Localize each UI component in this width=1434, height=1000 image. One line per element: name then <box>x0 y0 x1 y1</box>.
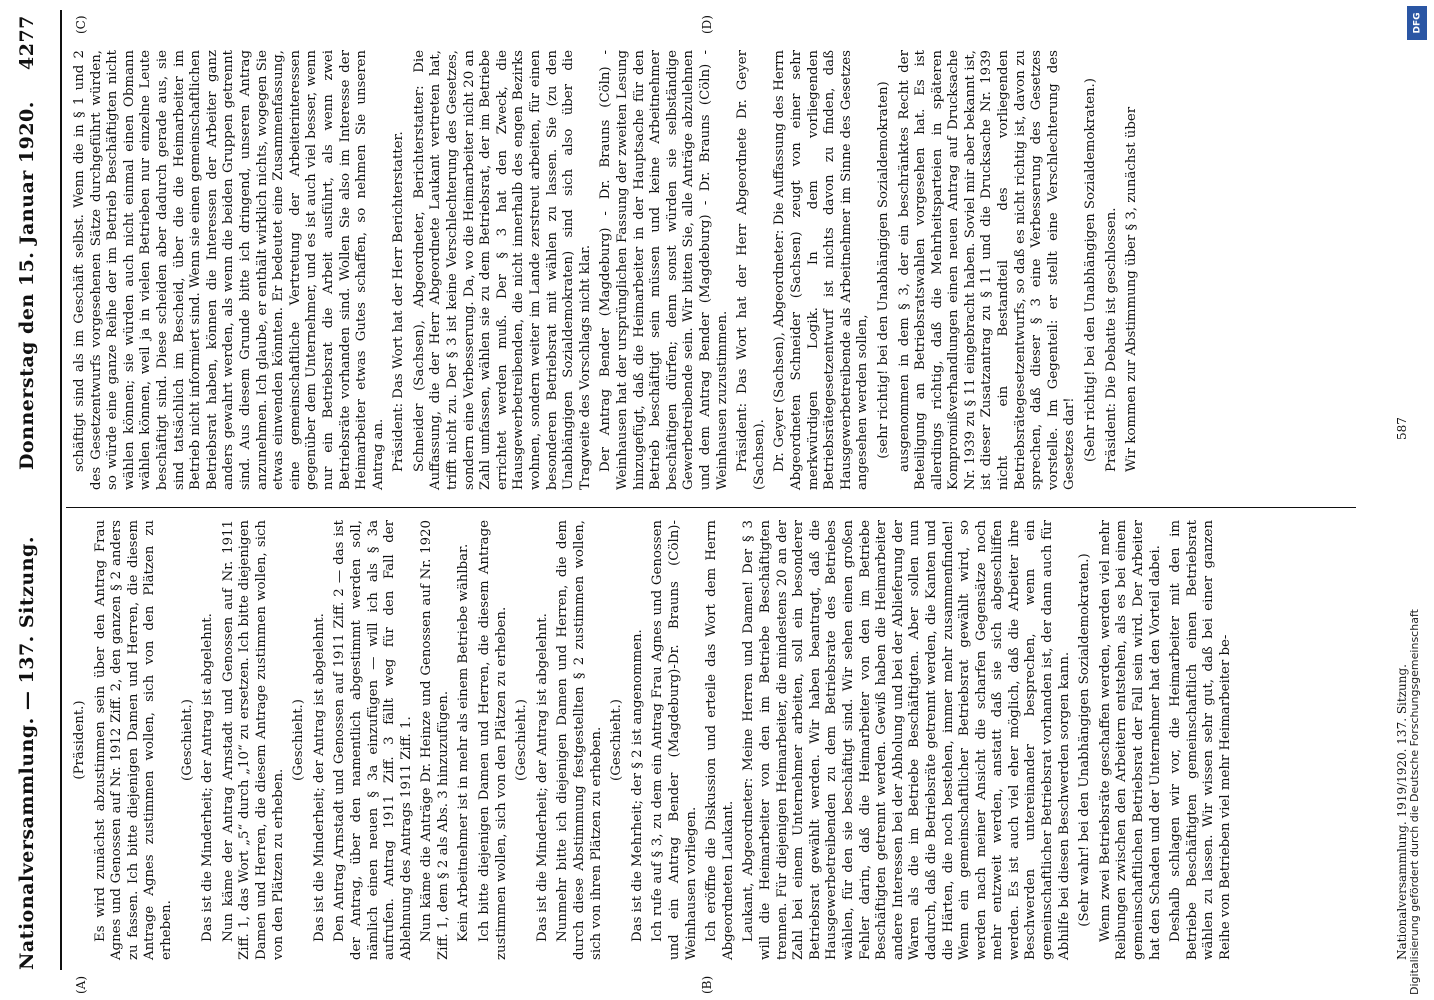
paragraph: Nun käme der Antrag Arnstadt und Genossen auf Nr. 1911 Ziff. 1, das Wort „5“ durch „10“ zu ersetzen. Ich bitte diejenigen Damen und Herren, die diesem Antrage zustimmen wollen, sich von den Plätzen zu erheben. <box>220 520 286 960</box>
paragraph: (sehr richtig! bei den Unabhängigen Sozialdemokraten) <box>875 81 891 459</box>
paragraph: Das ist die Minderheit; der Antrag ist abgelehnt. <box>200 613 216 942</box>
funding-note: Digitalisierung gefördert durch die Deutsche Forschungsgemeinschaft <box>1408 609 1421 995</box>
right-column <box>72 50 1145 490</box>
paragraph: Den Antrag Arnstadt und Genossen auf 1911 Ziff. 2 — das ist der Antrag, über den namentlich abgestimmt werden soll, nämlich einen neuen § 3a einzufügen — will ich als § 3a aufrufen. Antrag 1911 Ziff. 3 fällt weg für den Fall der Ablehnung des Antrags 1911 Ziff. 1. <box>332 520 414 960</box>
paragraph: Das ist die Minderheit; der Antrag ist abgelehnt. <box>311 613 327 942</box>
paragraph: Nun käme die Anträge Dr. Heinze und Genossen auf Nr. 1920 Ziff. 1, dem § 2 als Abs. 3 hinzuzufügen. <box>419 520 451 960</box>
paragraph: (Geschieht.) <box>514 699 530 781</box>
paragraph: Präsident: Das Wort hat der Herr Berichterstatter. <box>391 131 407 472</box>
paragraph: (Geschieht.) <box>291 699 307 781</box>
dfg-logo: DFG <box>1407 6 1427 40</box>
paragraph: Wenn zwei Betriebsräte geschaffen werden, werden viel mehr Reibungen zwischen den Arbeitern entstehen, als es bei einem gemeinschaftlichen Betriebsrat der Fall sein wird. Der Arbeiter hat den Schaden und der Unternehmer hat den Vorteil dabei. <box>1097 520 1163 960</box>
left-column <box>72 520 1239 960</box>
paragraph: Präsident: Die Debatte ist geschlossen. <box>1103 207 1119 472</box>
paragraph: Laukant, Abgeordneter: Meine Herren und Damen! Der § 3 will die Heimarbeiter von den im Betriebe Beschäftigten trennen. Für diejenigen Heimarbeiter, die mindestens 20 an der Zahl bei einem Unternehmer arbeiten, soll ein besonderer Betriebsrat gewählt werden. Wir haben beantragt, daß die Hausgewerbetreibenden zu dem Betriebsrate des Betriebes wählen, für den sie beschäftigt sind. Wir sehen einen großen Fehler darin, daß die Heimarbeiter von den im Betriebe Beschäftigten getrennt werden. Gewiß haben die Heimarbeiter andere Interessen bei der Abholung und bei der Ablieferung der Waren als die im Betriebe Beschäftigten. Aber sollen nun dadurch, daß die Betriebsräte getrennt werden, die Kanten und die Härten, die noch bestehen, immer mehr zusammenfinden! Wenn ein gemeinschaftlicher Betriebsrat gewählt wird, so werden nach meiner Ansicht die scharfen Gegensätze noch mehr entzweit werden, anstatt daß sie sich abgeschliffen werden. Es ist auch viel eher möglich, daß die Arbeiter ihre Beschwerden untereinander besprechen, wenn ein gemeinschaftlicher Betriebsrat vorhanden ist, der dann auch für Abhilfe bei diesen Beschwerden sorgen kann. <box>741 520 1072 960</box>
footer-publication: Nationalversammlung. 1919/1920. 137. Sitzung. <box>1395 664 1409 960</box>
paragraph: (Präsident.) <box>72 700 87 780</box>
header-session: Nationalversammlung. — 137. Sitzung. <box>16 536 38 970</box>
paragraph: Schneider (Sachsen), Abgeordneter, Berichterstatter: Die Auffassung, die der Herr Abgeordnete Laukant vertreten hat, trifft nicht zu. Der § 3 ist keine Verschlechterung des Gesetzes, sondern eine Verbesserung. Da, wo die Heimarbeiter nicht 20 an Zahl umfassen, wählen sie zu dem Betriebsrat, der im Betriebe errichtet werden muß. Der § 3 hat den Zweck, die Hausgewerbetreibenden, die nicht innerhalb des engen Bezirks wohnen, sondern weiter im Lande zerstreut arbeiten, für einen besonderen Betriebsrat mit wählen zu lassen. Sie (zu den Unabhängigen Sozialdemokraten) sind sich also über die Tragweite des Vorschlags nicht klar. <box>411 50 593 490</box>
column-divider <box>66 507 1356 508</box>
paragraph: Das ist die Minderheit; der Antrag ist abgelehnt. <box>534 613 550 942</box>
paragraph: Nunmehr bitte ich diejenigen Damen und Herren, die dem durch diese Abstimmung festgestellten § 2 zustimmen wollen, sich von ihren Plätzen zu erheben. <box>555 520 604 960</box>
header-date: Donnerstag den 15. Januar 1920. <box>16 101 38 470</box>
paragraph: Es wird zunächst abzustimmen sein über den Antrag Frau Agnes und Genossen auf Nr. 1912 Ziff. 2, den ganzen § 2 anders zu fassen. Ich bitte diejenigen Damen und Herren, die diesem Antrage Agnes zustimmen wollen, sich von den Plätzen zu erheben. <box>92 520 174 960</box>
paragraph: (Sehr richtig! bei den Unabhängigen Sozialdemokraten.) <box>1083 78 1099 462</box>
paragraph: schäftigt sind als im Geschäft selbst. Wenn die in § 1 und 2 des Gesetzentwurfs vorgesehenen Sätze durchgeführt würden, so würde eine ganze Reihe der im Betrieb Beschäftigten nicht wählen können; sie würden auch nicht einmal einen Obmann wählen können, weil ja in vielen Betrieben nur einzelne Leute beschäftigt sind. Diese scheiden aber dadurch gerade aus, sie sind tatsächlich im Bescheid, über die die Heimarbeiter im Betrieb nicht informiert sind. Wenn sie einen gemeinschaftlichen Betriebsrat haben, können die Interessen der Arbeiter ganz anders gewahrt werden, als wenn die beiden Gruppen getrennt sind. Aus diesem Grunde bitte ich dringend, unseren Antrag anzunehmen. Ich glaube, er enthält wirklich nichts, wogegen Sie etwas einwenden könnten. Er bedeutet eine Zusammenfassung, eine gemeinschaftliche Vertretung der Arbeiterinteressen gegenüber dem Unternehmer, und es ist auch viel besser, wenn nur ein Betriebsrat die Arbeit ausführt, als wenn zwei Betriebsräte vorhanden sind. Wollen Sie also im Interesse der Heimarbeiter etwas Gutes schaffen, so nehmen Sie unseren Antrag an. <box>72 50 386 490</box>
paragraph: Deshalb schlagen wir vor, die Heimarbeiter mit den im Betriebe Beschäftigten gemeinschaftlich einen Betriebsrat wählen zu lassen. Wir wissen sehr gut, daß bei einer ganzen Reihe von Betrieben viel mehr Heimarbeiter be- <box>1168 520 1233 960</box>
paragraph: Ich bitte diejenigen Damen und Herren, die diesem Antrage zustimmen wollen, sich von den Plätzen zu erheben. <box>477 520 509 960</box>
paragraph: Dr. Geyer (Sachsen), Abgeordneter: Die Auffassung des Herrn Abgeordneten Schneider (Sachsen) zeugt von einer sehr merkwürdigen Logik. In dem vorliegenden Betriebsrätegesetzentwurf ist nichts davon zu finden, daß Hausgewerbetreibende als Arbeitnehmer im Sinne des Gesetzes angesehen werden sollen, <box>772 50 871 490</box>
footer-sheet-number: 587 <box>1395 417 1409 440</box>
paragraph: Das ist die Mehrheit; der § 2 ist angenommen. <box>629 629 645 942</box>
paragraph: Ich rufe auf § 3, zu dem ein Antrag Frau Agnes und Genossen und ein Antrag Bender (Magdeburg)-Dr. Brauns (Cöln)-Weinhausen vorliegen. <box>650 520 699 960</box>
header-rule <box>60 10 62 970</box>
paragraph: Präsident: Das Wort hat der Herr Abgeordnete Dr. Geyer (Sachsen). <box>735 50 767 490</box>
running-header <box>0 0 64 1000</box>
paragraph: Wir kommen zur Abstimmung über § 3, zunächst über <box>1124 106 1140 472</box>
paragraph: Der Antrag Bender (Magdeburg) - Dr. Brauns (Cöln) - Weinhausen hat der ursprünglichen Fassung der zweiten Lesung hinzugefügt, daß die Heimarbeiter in der Hauptsache für den Betrieb beschäftigt sein müssen und keine Arbeitnehmer beschäftigen dürfen; denn sonst würden sie selbständige Gewerbetreibende sein. Wir bitten Sie, alle Anträge abzulehnen und dem Antrag Bender (Magdeburg) - Dr. Brauns (Cöln) - Weinhausen zuzustimmen. <box>598 50 730 490</box>
paragraph: (Sehr wahr! bei den Unabhängigen Sozialdemokraten.) <box>1077 553 1093 927</box>
margin-marker-a: (A) <box>74 975 88 994</box>
margin-marker-c: (C) <box>74 15 88 34</box>
header-page-number: 4277 <box>16 15 38 70</box>
margin-marker-b: (B) <box>700 975 714 994</box>
paragraph: (Geschieht.) <box>609 699 625 781</box>
paragraph: ausgenommen in dem § 3, der ein beschränktes Recht der Beteiligung an Betriebsratswahlen vorgesehen hat. Es ist allerdings richtig, daß die Mehrheitsparteien in späteren Kompromißverhandlungen einen neuen Antrag auf Drucksache Nr. 1939 zu § 11 eingebracht haben. Soviel mir aber bekannt ist, ist dieser Zusatzantrag zu § 11 und die Drucksache Nr. 1939 nicht ein Bestandteil des vorliegenden Betriebsrätegesetzentwurfs, so daß es nicht richtig ist, davon zu sprechen, daß dieser § 3 eine Verbesserung des Gesetzes vorstelle. Im Gegenteil: er stellt eine Verschlechterung des Gesetzes dar! <box>896 50 1078 490</box>
margin-marker-d: (D) <box>700 15 714 34</box>
paragraph: Kein Arbeitnehmer ist in mehr als einem Betriebe wählbar. <box>456 543 472 942</box>
paragraph: (Geschieht.) <box>179 699 195 781</box>
paragraph: Ich eröffne die Diskussion und erteile das Wort dem Herrn Abgeordneten Laukant. <box>704 520 736 960</box>
